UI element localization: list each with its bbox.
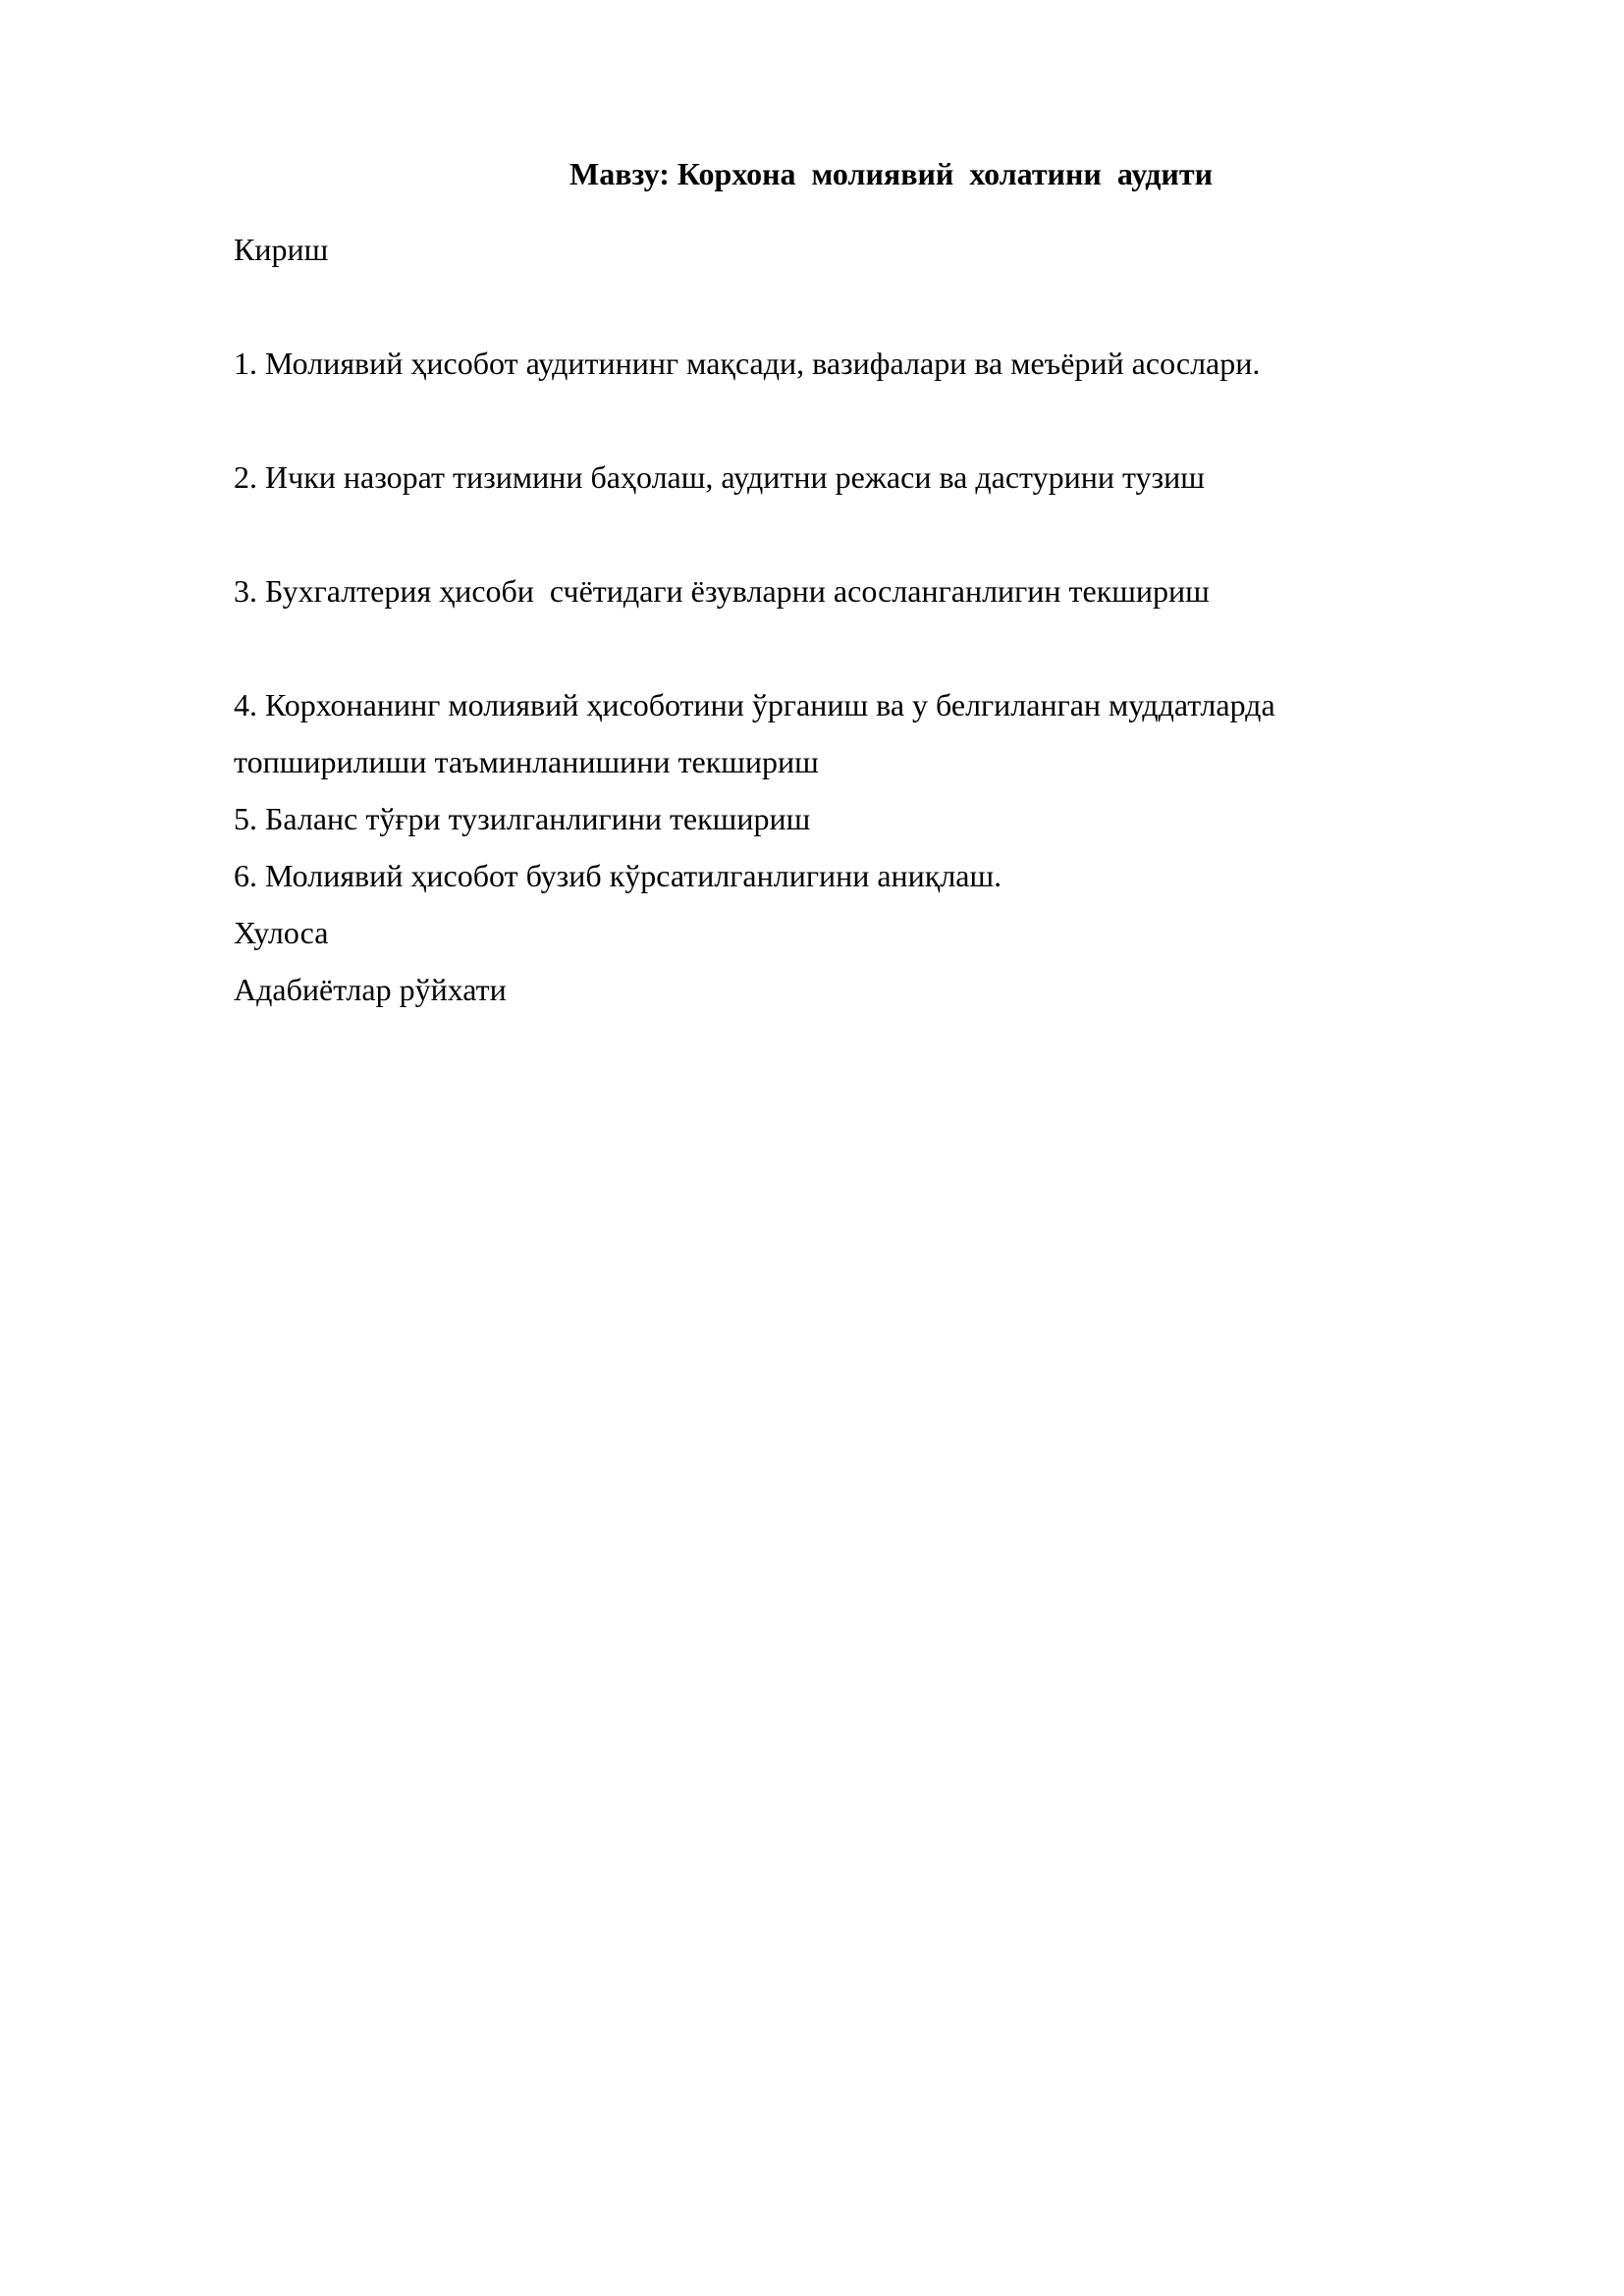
conclusion-heading: Хулоса [234, 915, 329, 950]
references-heading: Адабиётлар рўйхати [234, 972, 507, 1007]
document-title: Мавзу: Корхона молиявий холатини аудити [569, 156, 1213, 191]
toc-item-5: 5. Баланс тўғри тузилганлигини текшириш [234, 801, 811, 836]
toc-item-4: 4. Корхонанинг молиявий ҳисоботини ўрганиш ва у белгиланган муддатларда [234, 687, 1275, 722]
toc-item-2: 2. Ички назорат тизимини баҳолаш, аудитни режаси ва дастурини тузиш [234, 459, 1205, 495]
toc-item-3: 3. Бухгалтерия ҳисоби счётидаги ёзувларни асосланганлигин текшириш [234, 573, 1210, 609]
intro-heading: Кириш [234, 232, 329, 267]
toc-item-6: 6. Молиявий ҳисобот бузиб кўрсатилганлигини аниқлаш. [234, 858, 1002, 893]
toc-item-1: 1. Молиявий ҳисобот аудитининг мақсади, вазифалари ва меъёрий асослари. [234, 346, 1261, 381]
toc-item-4-continuation: топширилиши таъминланишини текшириш [234, 744, 819, 779]
